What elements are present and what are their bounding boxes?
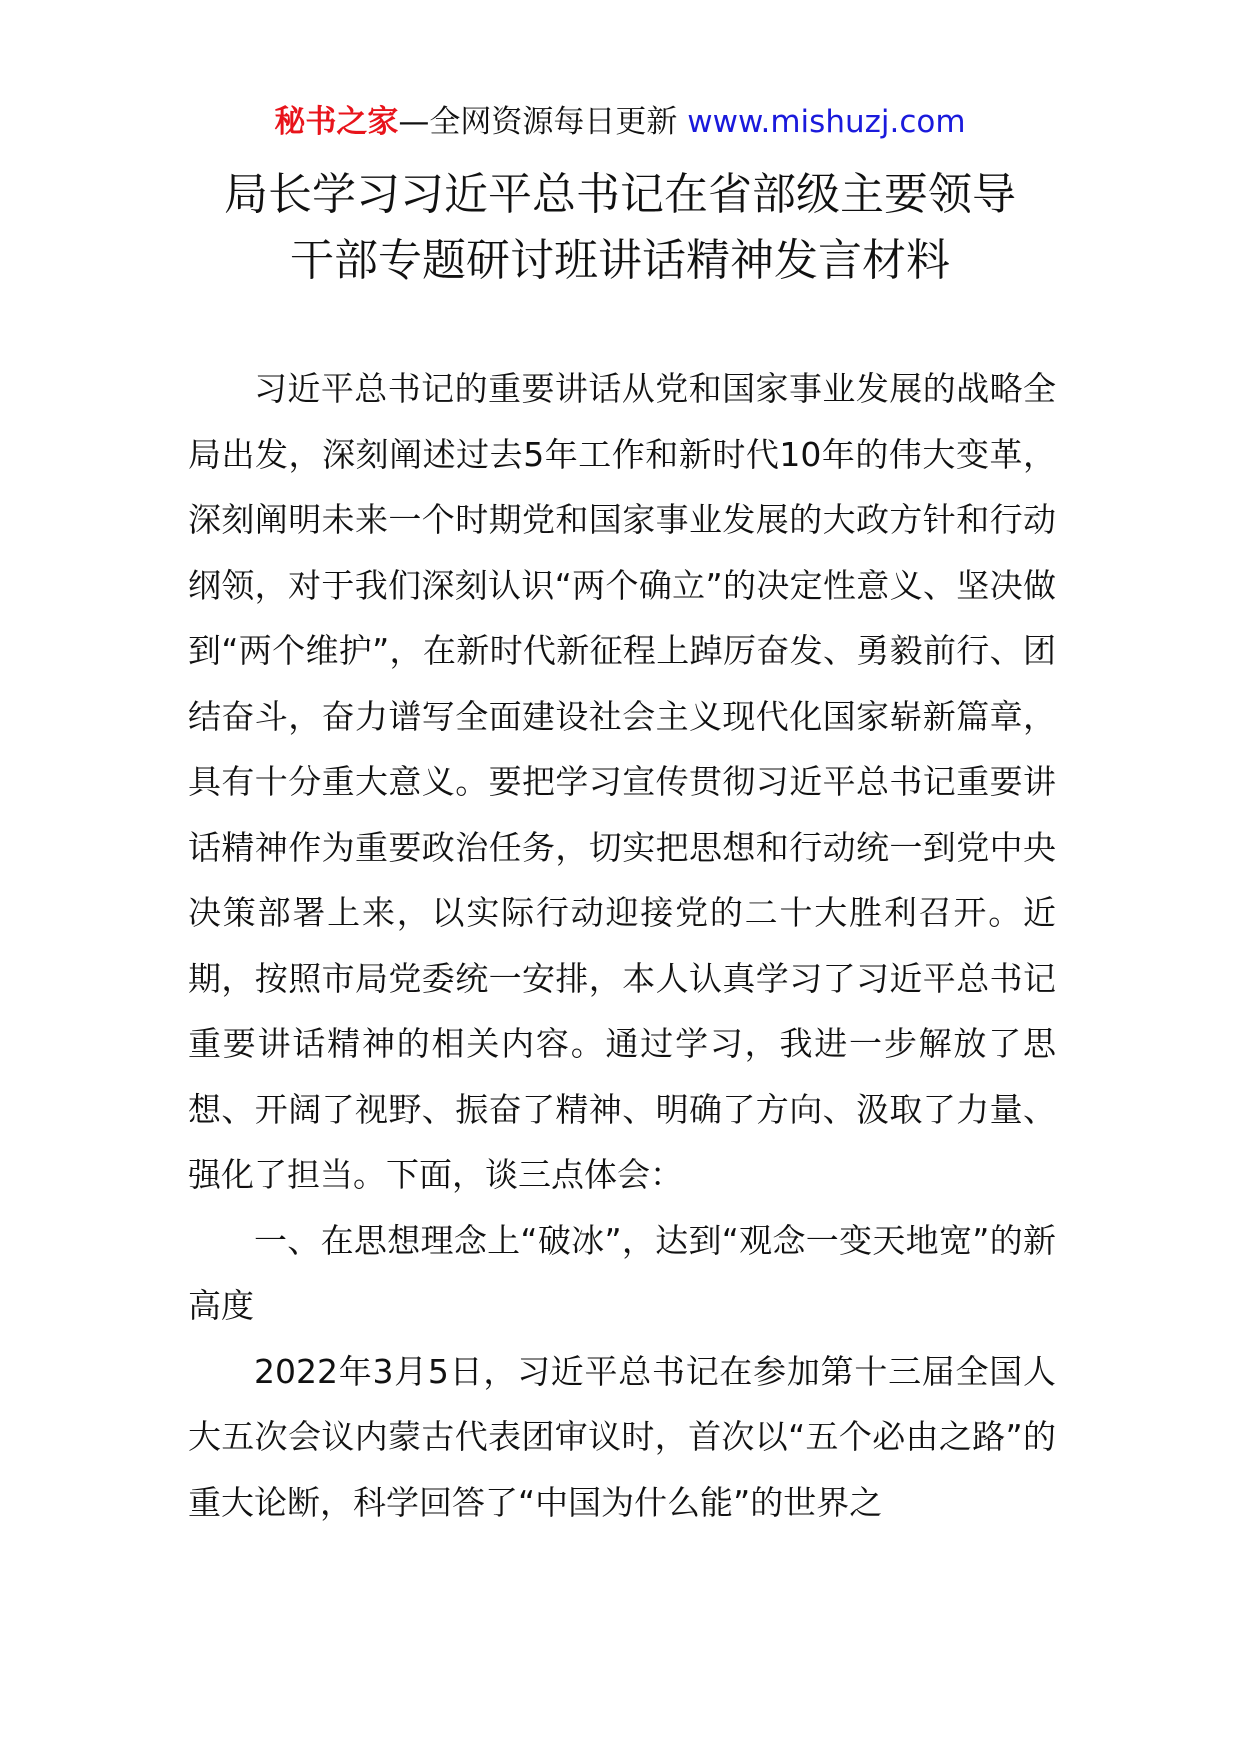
document-body	[188, 356, 1056, 1535]
document-title-line-1: 局长学习习近平总书记在省部级主要领导	[224, 169, 1016, 220]
section-heading-1: 一、在思想理念上“破冰”，达到“观念一变天地宽”的新高度	[188, 1220, 1056, 1325]
body-paragraph-section-1: 2022年3月5日，习近平总书记在参加第十三届全国人大五次会议内蒙古代表团审议时，首次以“五个必由之路”的重大论断，科学回答了“中国为什么能”的世界之	[188, 1351, 1056, 1522]
site-slogan: —全网资源每日更新	[398, 104, 688, 140]
body-paragraph-intro: 习近平总书记的重要讲话从党和国家事业发展的战略全局出发，深刻阐述过去5年工作和新时代10年的伟大变革，深刻阐明未来一个时期党和国家事业发展的大政方针和行动纲领，对于我们深刻认识“两个确立”的决定性意义、坚决做到“两个维护”，在新时代新征程上踔厉奋发、勇毅前行、团结奋斗，奋力谱写全面建设社会主义现代化国家崭新篇章，具有十分重大意义。要把学习宣传贯彻习近平总书记重要讲话精神作为重要政治任务，切实把思想和行动统一到党中央决策部署上来，以实际行动迎接党的二十大胜利召开。近期，按照市局党委统一安排，本人认真学习了习近平总书记重要讲话精神的相关内容。通过学习，我进一步解放了思想、开阔了视野、振奋了精神、明确了方向、汲取了力量、强化了担当。下面，谈三点体会：	[188, 369, 1056, 1194]
document-title-line-2: 干部专题研讨班讲话精神发言材料	[290, 235, 950, 286]
site-header-banner	[0, 100, 1240, 144]
brand-name: 秘书之家	[274, 104, 399, 140]
site-url-link[interactable]: www.mishuzj.com	[687, 104, 966, 140]
document-title	[0, 162, 1240, 294]
